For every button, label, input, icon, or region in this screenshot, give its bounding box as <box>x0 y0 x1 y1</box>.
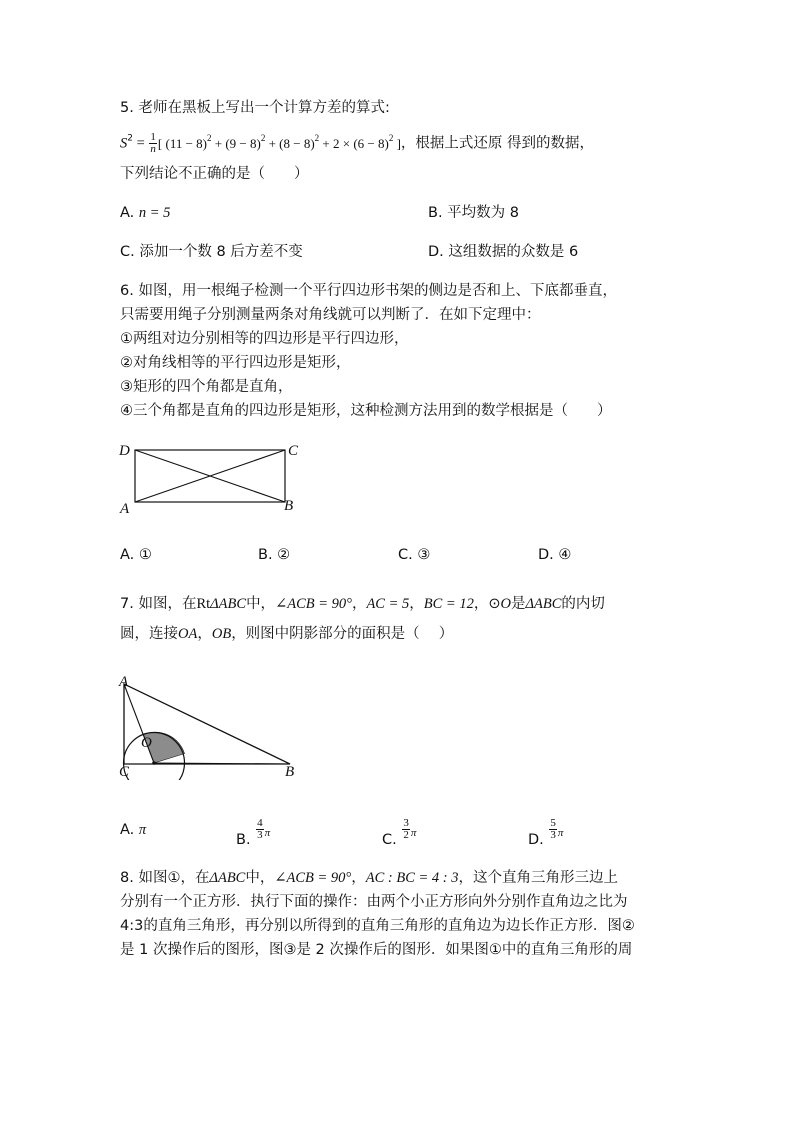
q6-line-3: ①两组对边分别相等的四边形是平行四边形， <box>120 331 409 347</box>
q6-rectangle-figure <box>115 436 315 520</box>
q6-line-4: ②对角线相等的平行四边形是矩形， <box>120 355 351 371</box>
q5-stem: 5. 老师在黑板上写出一个计算方差的算式: <box>120 100 390 116</box>
q7-label-o: O <box>141 735 152 751</box>
q5-question-line: 下列结论不正确的是（ ） <box>120 166 309 182</box>
q7-option-c: C. $\frac{3}{2}$ $^\pi$ <box>382 817 417 848</box>
q5-option-d: D. 这组数据的众数是 6 <box>428 244 579 260</box>
q6-line-6: ④三个角都是直角的四边形是矩形，这种检测方法用到的数学根据是（ ） <box>120 403 612 419</box>
q8-line-2: 分别有一个正方形．执行下面的操作：由两个小正方形向外分别作直角边之比为 <box>120 894 628 910</box>
q5-option-c: C. 添加一个数 8 后方差不变 <box>120 244 303 260</box>
q6-option-b: B. ② <box>258 547 291 563</box>
q7-label-a: A <box>119 674 129 690</box>
q6-option-c: C. ③ <box>398 547 431 563</box>
q6-line-2: 只需要用绳子分别测量两条对角线就可以判断了．在如下定理中： <box>120 307 541 323</box>
circle-symbol-icon: ⊙ <box>488 596 501 612</box>
q6-line-1: 6. 如图，用一根绳子检测一个平行四边形书架的侧边是否和上、下底都垂直， <box>120 283 617 299</box>
q8-line-1: 8. 如图①，在ΔABC中，∠ACB = 90°，AC : BC = 4 : 3，这个直角三角形三边上 <box>120 870 618 886</box>
q6-label-a: A <box>120 501 130 517</box>
q6-label-d: D <box>119 443 130 459</box>
q7-triangle-figure <box>110 670 310 780</box>
q6-option-d: D. ④ <box>538 547 572 563</box>
q6-option-a: A. ① <box>120 547 152 563</box>
q7-line-1: 7. 如图，在RtΔABC中，∠ACB = 90°，AC = 5，BC = 12，⊙O是ΔABC的内切 <box>120 596 605 612</box>
q8-line-4: 是 1 次操作后的图形，图③是 2 次操作后的图形．如果图①中的直角三角形的周 <box>120 942 633 958</box>
q7-line-2: 圆，连接OA，OB，则图中阴影部分的面积是（ ） <box>120 626 454 642</box>
q5-formula-suffix: ，根据上式还原 得到的数据， <box>400 135 595 152</box>
q6-label-b: B <box>284 498 294 514</box>
q7-label-c: C <box>119 764 130 780</box>
q8-line-3: 4:3的直角三角形，再分别以所得到的直角三角形的直角边为边长作正方形．图② <box>120 918 635 934</box>
q5-formula-line: $S^2$ = $\frac{1}{n}$ [ $(11 - 8)^2 + (9 - 8)^2 + (8 - 8)^2 + 2 \times (6 - 8)^2$ ]，根据上式还原 得到的数据， <box>120 131 595 155</box>
q5-option-b: B. 平均数为 8 <box>428 205 519 221</box>
q6-line-5: ③矩形的四个角都是直角， <box>120 379 293 395</box>
q7-option-d: D. $\frac{5}{3}$ $^\pi$ <box>528 817 564 848</box>
q7-label-b: B <box>285 764 295 780</box>
q5-option-a: A. n = 5 <box>120 205 171 221</box>
q7-option-b: B. $\frac{4}{3}$ $^\pi$ <box>236 817 271 848</box>
q7-option-a: A. π <box>120 822 147 838</box>
q6-label-c: C <box>288 443 299 459</box>
